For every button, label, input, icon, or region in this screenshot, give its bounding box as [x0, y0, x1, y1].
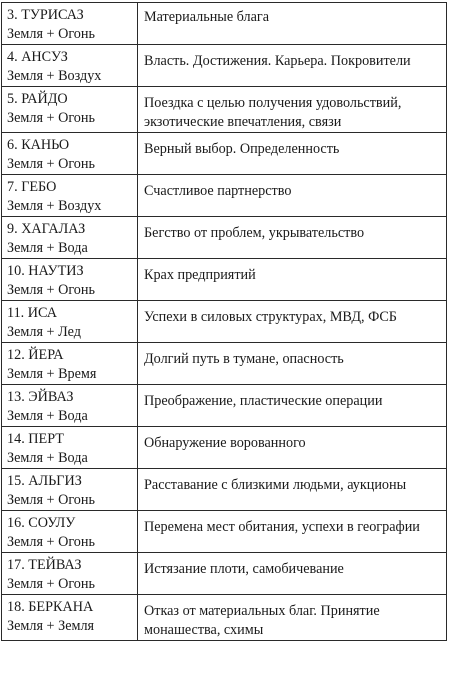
rune-meaning: Власть. Достижения. Карьера. Покровители	[144, 53, 411, 69]
rune-cell	[2, 385, 138, 427]
rune-meaning: Материальные блага	[144, 9, 270, 25]
rune-elements: Земля + Время	[7, 366, 97, 382]
rune-meaning: Долгий путь в тумане, опасность	[144, 351, 344, 367]
rune-name: 16. СОУЛУ	[7, 515, 76, 531]
rune-cell	[2, 217, 138, 259]
rune-name: 4. АНСУЗ	[7, 49, 68, 65]
rune-meaning: Крах предприятий	[144, 267, 256, 283]
rune-elements: Земля + Огонь	[7, 492, 95, 508]
rune-cell	[2, 3, 138, 45]
meaning-cell	[138, 175, 447, 217]
meaning-cell	[138, 385, 447, 427]
rune-elements: Земля + Огонь	[7, 576, 95, 592]
meaning-cell	[138, 87, 447, 133]
rune-meaning: Поездка с целью получения удовольствий, экзотические впечатления, связи	[144, 95, 402, 130]
rune-cell	[2, 511, 138, 553]
rune-name: 18. БЕРКАНА	[7, 599, 94, 615]
meaning-cell	[138, 343, 447, 385]
rune-elements: Земля + Вода	[7, 450, 88, 466]
meaning-cell	[138, 427, 447, 469]
meaning-cell	[138, 301, 447, 343]
rune-meaning: Истязание плоти, самобичевание	[144, 561, 344, 577]
table-row	[2, 133, 447, 175]
rune-elements: Земля + Огонь	[7, 110, 95, 126]
rune-meaning: Счастливое партнерство	[144, 183, 292, 199]
table-row	[2, 217, 447, 259]
meaning-cell	[138, 511, 447, 553]
rune-elements: Земля + Огонь	[7, 534, 95, 550]
meaning-cell	[138, 217, 447, 259]
rune-elements: Земля + Огонь	[7, 282, 95, 298]
rune-name: 9. ХАГАЛАЗ	[7, 221, 86, 237]
rune-name: 15. АЛЬГИЗ	[7, 473, 82, 489]
table-row	[2, 343, 447, 385]
rune-name: 12. ЙЕРА	[7, 347, 64, 363]
rune-cell	[2, 259, 138, 301]
meaning-cell	[138, 45, 447, 87]
rune-elements: Земля + Земля	[7, 618, 95, 634]
rune-cell	[2, 45, 138, 87]
rune-elements: Земля + Огонь	[7, 156, 95, 172]
rune-elements: Земля + Огонь	[7, 26, 95, 42]
rune-cell	[2, 469, 138, 511]
table-row	[2, 301, 447, 343]
rune-meaning: Бегство от проблем, укрывательство	[144, 225, 365, 241]
table-row	[2, 87, 447, 133]
table-row	[2, 427, 447, 469]
rune-name: 3. ТУРИСАЗ	[7, 7, 84, 23]
rune-name: 11. ИСА	[7, 305, 58, 321]
table-row	[2, 385, 447, 427]
rune-name: 13. ЭЙВАЗ	[7, 389, 74, 405]
rune-elements: Земля + Вода	[7, 240, 88, 256]
rune-name: 10. НАУТИЗ	[7, 263, 84, 279]
rune-table-body	[2, 3, 447, 641]
table-row	[2, 259, 447, 301]
meaning-cell	[138, 3, 447, 45]
meaning-cell	[138, 259, 447, 301]
table-row	[2, 45, 447, 87]
rune-meaning: Отказ от материальных благ. Принятие монашества, схимы	[144, 603, 380, 638]
rune-name: 14. ПЕРТ	[7, 431, 64, 447]
rune-cell	[2, 175, 138, 217]
rune-cell	[2, 133, 138, 175]
rune-table	[1, 2, 447, 641]
rune-name: 5. РАЙДО	[7, 91, 68, 107]
rune-name: 7. ГЕБО	[7, 179, 57, 195]
rune-name: 17. ТЕЙВАЗ	[7, 557, 82, 573]
rune-elements: Земля + Воздух	[7, 198, 102, 214]
meaning-cell	[138, 133, 447, 175]
rune-cell	[2, 301, 138, 343]
table-row	[2, 175, 447, 217]
meaning-cell	[138, 469, 447, 511]
rune-cell	[2, 343, 138, 385]
rune-meaning: Верный выбор. Определенность	[144, 141, 340, 157]
rune-meaning: Успехи в силовых структурах, МВД, ФСБ	[144, 309, 397, 325]
rune-cell	[2, 87, 138, 133]
table-row	[2, 511, 447, 553]
table-row	[2, 3, 447, 45]
rune-elements: Земля + Воздух	[7, 68, 102, 84]
rune-cell	[2, 595, 138, 641]
table-row	[2, 553, 447, 595]
meaning-cell	[138, 553, 447, 595]
rune-meaning: Преображение, пластические операции	[144, 393, 383, 409]
rune-meaning: Расставание с близкими людьми, аукционы	[144, 477, 407, 493]
rune-meaning: Обнаружение ворованного	[144, 435, 306, 451]
rune-cell	[2, 553, 138, 595]
meaning-cell	[138, 595, 447, 641]
table-row	[2, 595, 447, 641]
rune-meaning: Перемена мест обитания, успехи в географии	[144, 519, 420, 535]
rune-cell	[2, 427, 138, 469]
rune-elements: Земля + Вода	[7, 408, 88, 424]
table-row	[2, 469, 447, 511]
rune-name: 6. КАНЬО	[7, 137, 70, 153]
rune-elements: Земля + Лед	[7, 324, 81, 340]
